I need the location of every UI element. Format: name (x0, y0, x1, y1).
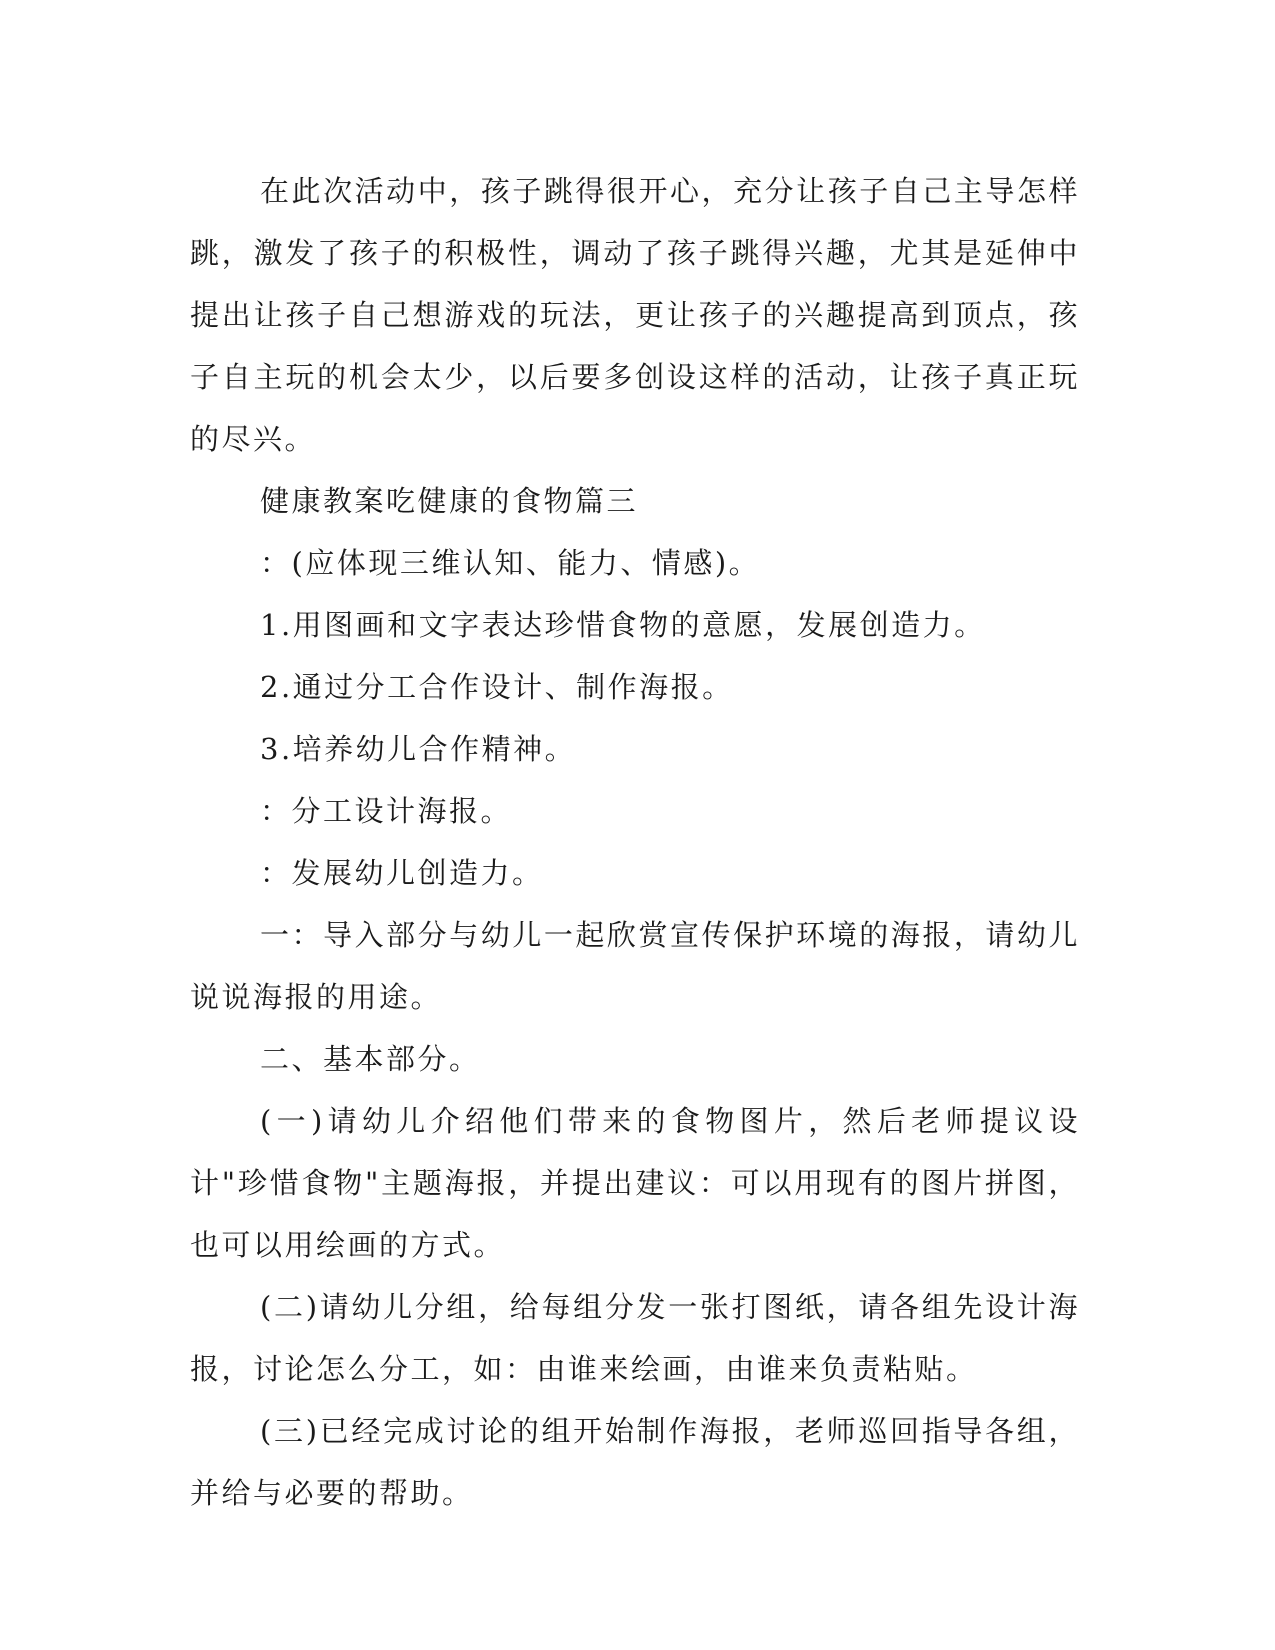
section-heading: 健康教案吃健康的食物篇三 (260, 484, 639, 518)
paragraph-basic-part: 二、基本部分。 (260, 1042, 481, 1076)
paragraph-objectives-intro: ：(应体现三维认知、能力、情感)。 (260, 546, 761, 580)
objective-item-2: 2.通过分工合作设计、制作海报。 (260, 670, 734, 704)
paragraph-reflection: 在此次活动中，孩子跳得很开心，充分让孩子自己主导怎样跳，激发了孩子的积极性，调动了孩子跳得兴趣，尤其是延伸中提出让孩子自己想游戏的玩法，更让孩子的兴趣提高到顶点，孩子自主玩的机会太少，以后要多创设这样的活动，让孩子真正玩的尽兴。 (190, 174, 1080, 456)
objective-item-3: 3.培养幼儿合作精神。 (260, 732, 577, 766)
objective-item-1: 1.用图画和文字表达珍惜食物的意愿，发展创造力。 (260, 608, 986, 642)
paragraph-step-b: (二)请幼儿分组，给每组分发一张打图纸，请各组先设计海报，讨论怎么分工，如：由谁来绘画，由谁来负责粘贴。 (190, 1290, 1080, 1386)
paragraph-step-c: (三)已经完成讨论的组开始制作海报，老师巡回指导各组，并给与必要的帮助。 (190, 1414, 1080, 1510)
paragraph-step-a: (一)请幼儿介绍他们带来的食物图片，然后老师提议设计"珍惜食物"主题海报，并提出建议：可以用现有的图片拼图，也可以用绘画的方式。 (190, 1104, 1080, 1262)
paragraph-difficulty: ：发展幼儿创造力。 (260, 856, 544, 890)
paragraph-step-intro: 一：导入部分与幼儿一起欣赏宣传保护环境的海报，请幼儿说说海报的用途。 (190, 918, 1080, 1014)
paragraph-key-point: ：分工设计海报。 (260, 794, 513, 828)
document-body (190, 160, 1080, 1524)
